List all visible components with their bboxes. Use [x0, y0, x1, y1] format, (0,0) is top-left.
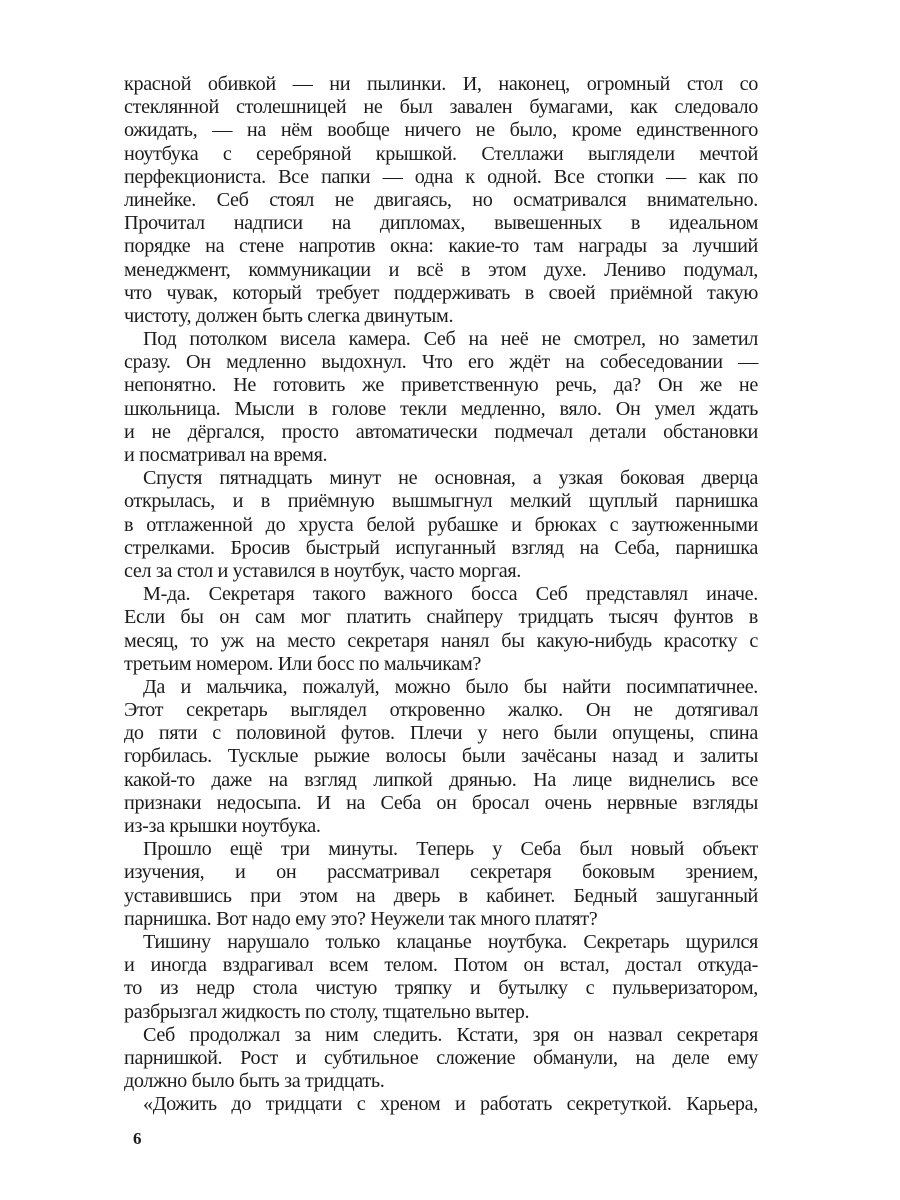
text-line: стеклянной столешницей не был завален бумагами, как следовало [124, 96, 758, 119]
text-line: разбрызгал жидкость по столу, тщательно вытер. [124, 1000, 530, 1023]
text-line: Да и мальчика, пожалуй, можно было бы найти посимпатичнее. [143, 675, 758, 698]
text-line: перфекциониста. Все папки — одна к одной. Все стопки — как по [124, 165, 758, 188]
text-line: Прошло ещё три минуты. Теперь у Себа был новый объект [143, 838, 758, 861]
text-line: горбилась. Тусклые рыжие волосы были зачёсаны назад и залиты [124, 745, 758, 768]
text-line: до пяти с половиной футов. Плечи у него были опущены, спина [124, 722, 758, 745]
paragraph [124, 73, 758, 328]
text-line: ноутбука с серебряной крышкой. Стеллажи выглядели мечтой [124, 142, 758, 165]
text-line: Под потолком висела камера. Себ на неё не смотрел, но заметил [143, 328, 758, 351]
text-line: непонятно. Не готовить же приветственную речь, да? Он же не [124, 374, 758, 397]
text-line: уставившись при этом на дверь в кабинет. Бедный зашуганный [124, 884, 758, 907]
book-page-body [124, 73, 758, 1116]
text-line: то из недр стола чистую тряпку и бутылку с пульверизатором, [124, 977, 758, 1000]
text-line: и не дёргался, просто автоматически подмечал детали обстановки [124, 420, 758, 443]
paragraph [124, 467, 758, 583]
text-line: парнишка. Вот надо ему это? Неужели так много платят? [124, 907, 598, 930]
text-line: парнишкой. Рост и субтильное сложение обманули, на деле ему [124, 1046, 758, 1069]
text-line: линейке. Себ стоял не двигаясь, но осматривался внимательно. [124, 188, 758, 211]
text-line: месяц, то уж на место секретаря нанял бы какую-нибудь красотку с [124, 629, 758, 652]
text-line: какой-то даже на взгляд липкой дрянью. На лице виднелись все [124, 768, 758, 791]
text-line: третьим номером. Или босс по мальчикам? [124, 652, 481, 675]
text-line: М-да. Секретаря такого важного босса Себ представлял иначе. [143, 583, 758, 606]
text-line: Себ продолжал за ним следить. Кстати, зря он назвал секретаря [143, 1023, 758, 1046]
text-line: признаки недосыпа. И на Себа он бросал очень нервные взгляды [124, 791, 758, 814]
text-line: порядке на стене напротив окна: какие-то там награды за лучший [124, 235, 758, 258]
text-line: что чувак, который требует поддерживать в своей приёмной такую [124, 281, 758, 304]
text-line: в отглаженной до хруста белой рубашке и брюках с заутюженными [124, 513, 758, 536]
text-line: и посматривал на время. [124, 444, 328, 466]
paragraph [124, 583, 758, 676]
paragraph [124, 931, 758, 1024]
paragraph [124, 1024, 758, 1094]
text-line: изучения, и он рассматривал секретаря боковым зрением, [124, 861, 758, 884]
text-line: «Дожить до тридцати с хреном и работать секретуткой. Карьера, [143, 1093, 758, 1116]
paragraph [124, 328, 758, 467]
text-line: и иногда вздрагивал всем телом. Потом он встал, достал откуда- [124, 954, 758, 977]
text-line: Этот секретарь выглядел откровенно жалко. Он не дотягивал [124, 699, 758, 722]
paragraph [124, 838, 758, 931]
text-line: чистоту, должен быть слегка двинутым. [124, 304, 454, 327]
text-line: стрелками. Бросив быстрый испуганный взгляд на Себа, парнишка [124, 536, 758, 559]
text-line: сел за стол и уставился в ноутбук, часто моргая. [124, 559, 521, 582]
text-line: открылась, и в приёмную вышмыгнул мелкий щуплый парнишка [124, 490, 758, 513]
page-number: 6 [133, 1129, 142, 1148]
text-line: из-за крышки ноутбука. [124, 815, 321, 837]
paragraph [124, 676, 758, 838]
text-line: красной обивкой — ни пылинки. И, наконец, огромный стол со [124, 73, 758, 95]
text-line: Тишину нарушало только клацанье ноутбука. Секретарь щурился [143, 930, 758, 953]
text-line: Спустя пятнадцать минут не основная, а узкая боковая дверца [143, 467, 758, 490]
text-line: менеджмент, коммуникации и всё в этом духе. Лениво подумал, [124, 258, 758, 281]
text-line: Прочитал надписи на дипломах, вывешенных в идеальном [124, 212, 758, 235]
paragraph [124, 1093, 758, 1116]
text-line: Если бы он сам мог платить снайперу тридцать тысяч фунтов в [124, 606, 758, 629]
text-line: ожидать, — на нём вообще ничего не было, кроме единственного [124, 119, 758, 142]
text-line: школьница. Мысли в голове текли медленно, вяло. Он умел ждать [124, 397, 758, 420]
text-line: сразу. Он медленно выдохнул. Что его ждёт на собеседовании — [124, 351, 758, 374]
text-line: должно было быть за тридцать. [124, 1070, 385, 1093]
